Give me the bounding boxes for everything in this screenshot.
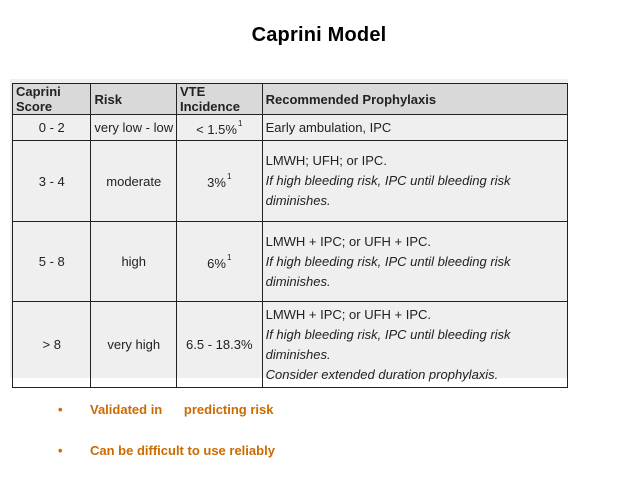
prophylaxis-cell [262,115,567,141]
incidence-cell [176,222,262,302]
incidence-value: 6.5 - 18.3% [186,337,253,352]
prophylaxis-text: LMWH + IPC; or UFH + IPC. [265,233,432,249]
incidence-footnote: 1 [226,172,232,181]
table-image [10,79,568,382]
risk-cell: very low - low [91,115,176,141]
risk-cell: very high [91,302,176,388]
table-row [13,141,568,222]
header-caprini-score: Caprini Score [13,84,91,115]
bullet-text: Can be difficult to use reliably [90,443,275,458]
bullet-text: Validated in predicting risk [90,402,274,417]
bullet-marker: • [58,443,63,458]
header-risk: Risk [91,84,176,115]
risk-cell: high [91,222,176,302]
score-cell: 0 - 2 [13,115,91,141]
incidence-value: 3% [207,175,226,190]
prophylaxis-text: LMWH; UFH; or IPC. [265,153,387,168]
prophylaxis-text: LMWH + IPC; or UFH + IPC. [265,306,432,322]
prophylaxis-cell [262,302,567,388]
incidence-footnote: 1 [226,252,232,262]
prophylaxis-cell [262,222,567,302]
slide-title: Caprini Model [251,24,387,46]
score-cell: 3 - 4 [13,141,91,222]
prophylaxis-note: If high bleeding risk, IPC until bleeding risk diminishes. [265,326,511,362]
table-row [13,302,568,388]
prophylaxis-note: If high bleeding risk, IPC until bleeding risk diminishes. [265,253,511,289]
table-row [13,222,568,302]
table-row [13,115,568,141]
score-cell: 5 - 8 [13,222,91,302]
prophylaxis-note: If high bleeding risk, IPC until bleeding risk diminishes. [265,173,511,208]
incidence-cell [176,141,262,222]
incidence-cell [176,302,262,388]
score-cell: > 8 [13,302,91,388]
prophylaxis-note: Consider extended duration prophylaxis. [265,366,499,382]
prophylaxis-text: Early ambulation, IPC [265,119,392,135]
incidence-footnote: 1 [237,118,243,128]
incidence-value: 6% [207,255,226,271]
prophylaxis-cell [262,141,567,222]
header-recommended-prophylaxis: Recommended Prophylaxis [262,84,567,115]
bullet-marker: • [58,402,63,417]
caprini-table [12,83,568,388]
incidence-value: < 1.5% [196,121,237,137]
table-header-row [13,84,568,115]
header-vte-incidence: VTE Incidence [176,84,262,115]
risk-cell: moderate [91,141,176,222]
incidence-cell [176,115,262,141]
